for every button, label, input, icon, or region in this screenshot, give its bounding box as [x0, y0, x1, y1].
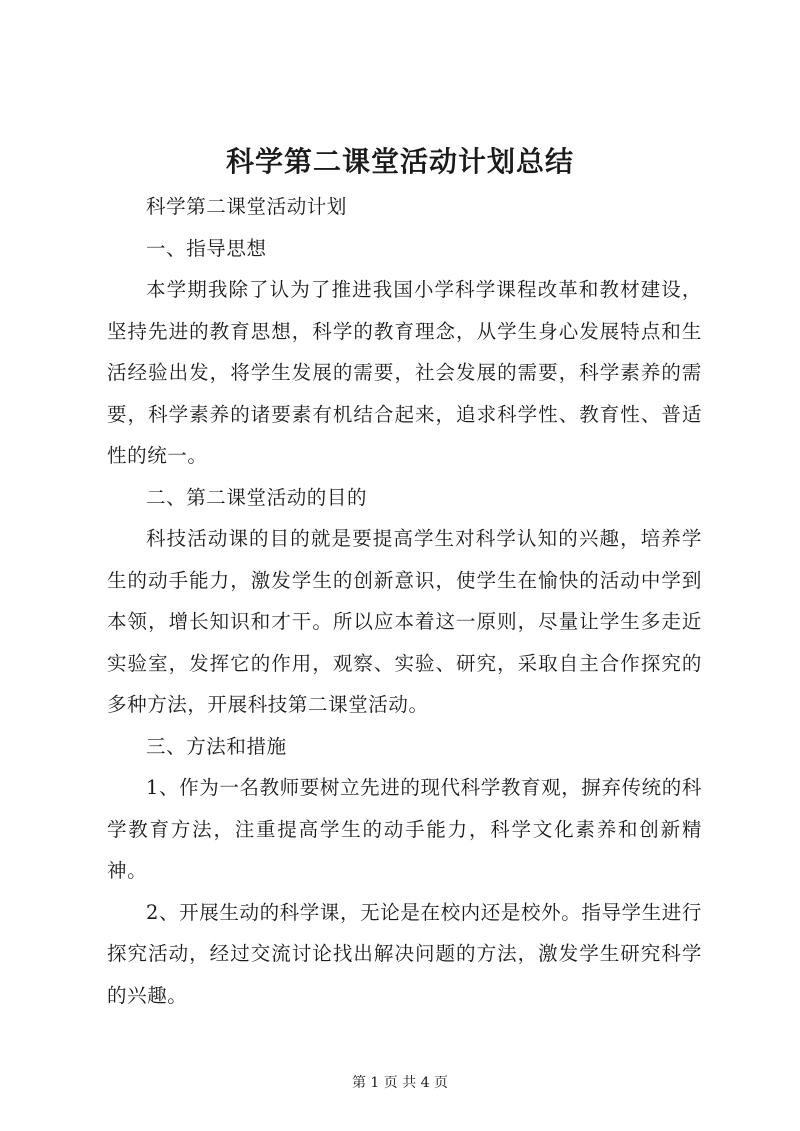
list-item-paragraph: 2、开展生动的科学课，无论是在校内还是校外。指导学生进行探究活动，经过交流讨论找出解决问题的方法，激发学生研究科学的兴趣。 [107, 900, 702, 1007]
section-heading-methods: 三、方法和措施 [146, 734, 287, 758]
section-heading-guiding-ideology: 一、指导思想 [146, 236, 267, 260]
subtitle-paragraph: 科学第二课堂活动计划 [146, 195, 348, 218]
document-body [107, 186, 702, 1016]
list-item-paragraph: 1、作为一名教师要树立先进的现代科学教育观，摒弃传统的科学教育方法，注重提高学生的动手能力，科学文化素养和创新精神。 [107, 776, 702, 882]
body-paragraph: 本学期我除了认为了推进我国小学科学课程改革和教材建设，坚持先进的教育思想，科学的教育理念，从学生身心发展特点和生活经验出发，将学生发展的需要，社会发展的需要，科学素养的需要，科学素养的诸要素有机结合起来，追求科学性、教育性、普适性的统一。 [107, 278, 702, 467]
document-title: 科学第二课堂活动计划总结 [225, 145, 574, 178]
body-paragraph: 科技活动课的目的就是要提高学生对科学认知的兴趣，培养学生的动手能力，激发学生的创新意识，使学生在愉快的活动中学到本领，增长知识和才干。所以应本着这一原则，尽量让学生多走近实验室，发挥它的作用，观察、实验、研究，采取自主合作探究的多种方法，开展科技第二课堂活动。 [107, 527, 702, 716]
section-heading-purpose: 二、第二课堂活动的目的 [146, 485, 368, 509]
page-footer: 第 1 页 共 4 页 [351, 1075, 449, 1091]
